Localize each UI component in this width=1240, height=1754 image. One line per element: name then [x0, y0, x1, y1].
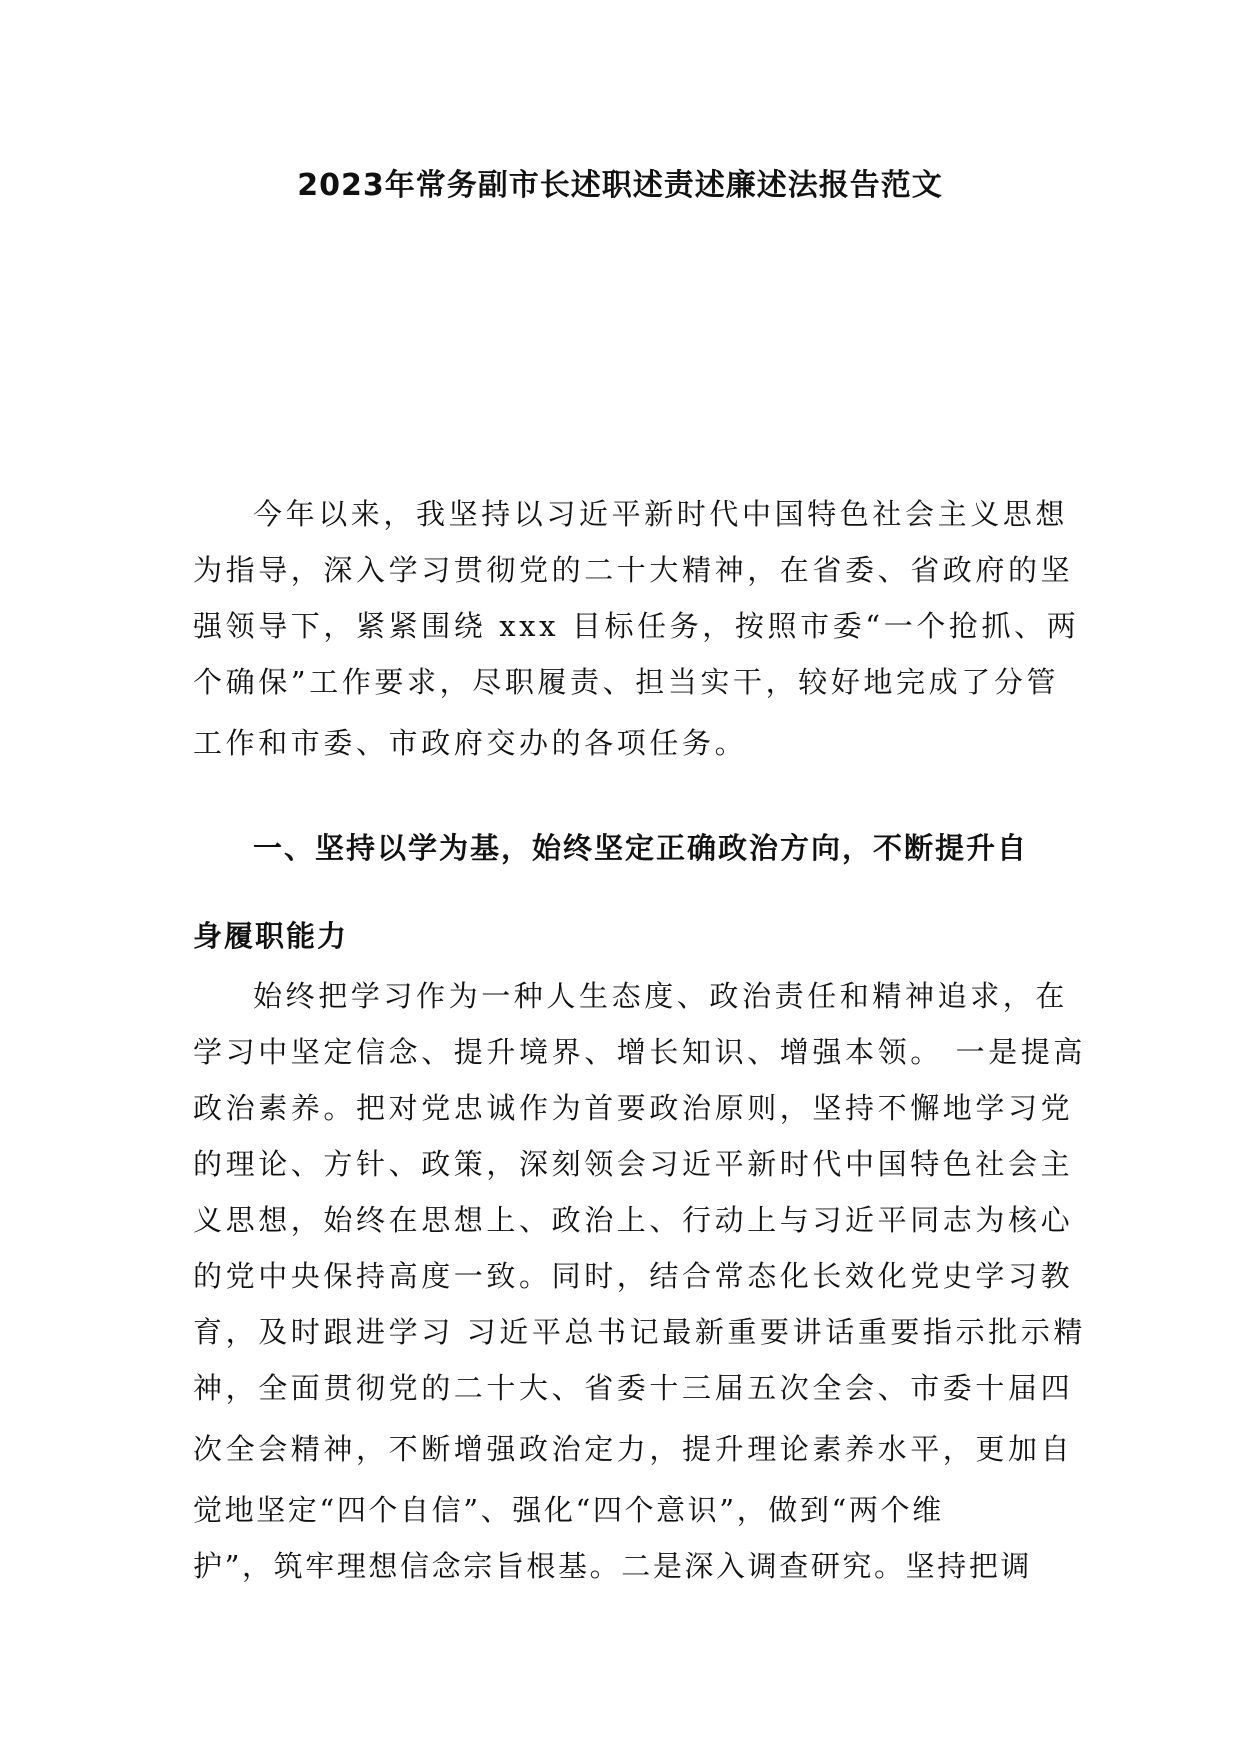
body-line: 育，及时跟进学习 习近平总书记最新重要讲话重要指示批示精 — [193, 1315, 1087, 1349]
heading-line: 身履职能力 — [193, 919, 349, 953]
intro-line: 个确保”工作要求，尽职履责、担当实干，较好地完成了分管 — [193, 665, 1060, 699]
intro-line: 强领导下，紧紧围绕 xxx 目标任务，按照市委“一个抢抓、两 — [193, 609, 1080, 643]
heading-line: 一、坚持以学为基，始终坚定正确政治方向，不断提升自 — [253, 831, 1029, 865]
section-body — [193, 968, 1087, 1594]
body-line: 学习中坚定信念、提升境界、增长知识、增强本领。 一是提高 — [193, 1035, 1087, 1069]
intro-paragraph — [193, 486, 1080, 776]
body-line: 始终把学习作为一种人生态度、政治责任和精神追求，在 — [253, 979, 1069, 1013]
body-line: 政治素养。把对党忠诚作为首要政治原则，坚持不懈地学习党 — [193, 1091, 1074, 1125]
section-heading — [193, 820, 1043, 964]
body-line: 的理论、方针、政策，深刻领会习近平新时代中国特色社会主 — [193, 1147, 1074, 1181]
document-title: 2023年常务副市长述职述责述廉述法报告范文 — [297, 168, 943, 203]
intro-line: 为指导，深入学习贯彻党的二十大精神，在省委、省政府的坚 — [193, 553, 1074, 587]
body-line: 神，全面贯彻党的二十大、省委十三届五次全会、市委十届四 — [193, 1371, 1074, 1405]
intro-line: 今年以来，我坚持以习近平新时代中国特色社会主义思想 — [253, 497, 1069, 531]
body-line: 觉地坚定“四个自信”、强化“四个意识”，做到“两个维 — [193, 1493, 944, 1527]
body-line: 义思想，始终在思想上、政治上、行动上与习近平同志为核心 — [193, 1203, 1074, 1237]
body-line: 次全会精神，不断增强政治定力，提升理论素养水平，更加自 — [193, 1432, 1074, 1466]
body-line: 护”，筑牢理想信念宗旨根基。二是深入调查研究。坚持把调 — [193, 1549, 1033, 1583]
body-line: 的党中央保持高度一致。同时，结合常态化长效化党史学习教 — [193, 1259, 1074, 1293]
intro-line: 工作和市委、市政府交办的各项任务。 — [193, 726, 748, 760]
